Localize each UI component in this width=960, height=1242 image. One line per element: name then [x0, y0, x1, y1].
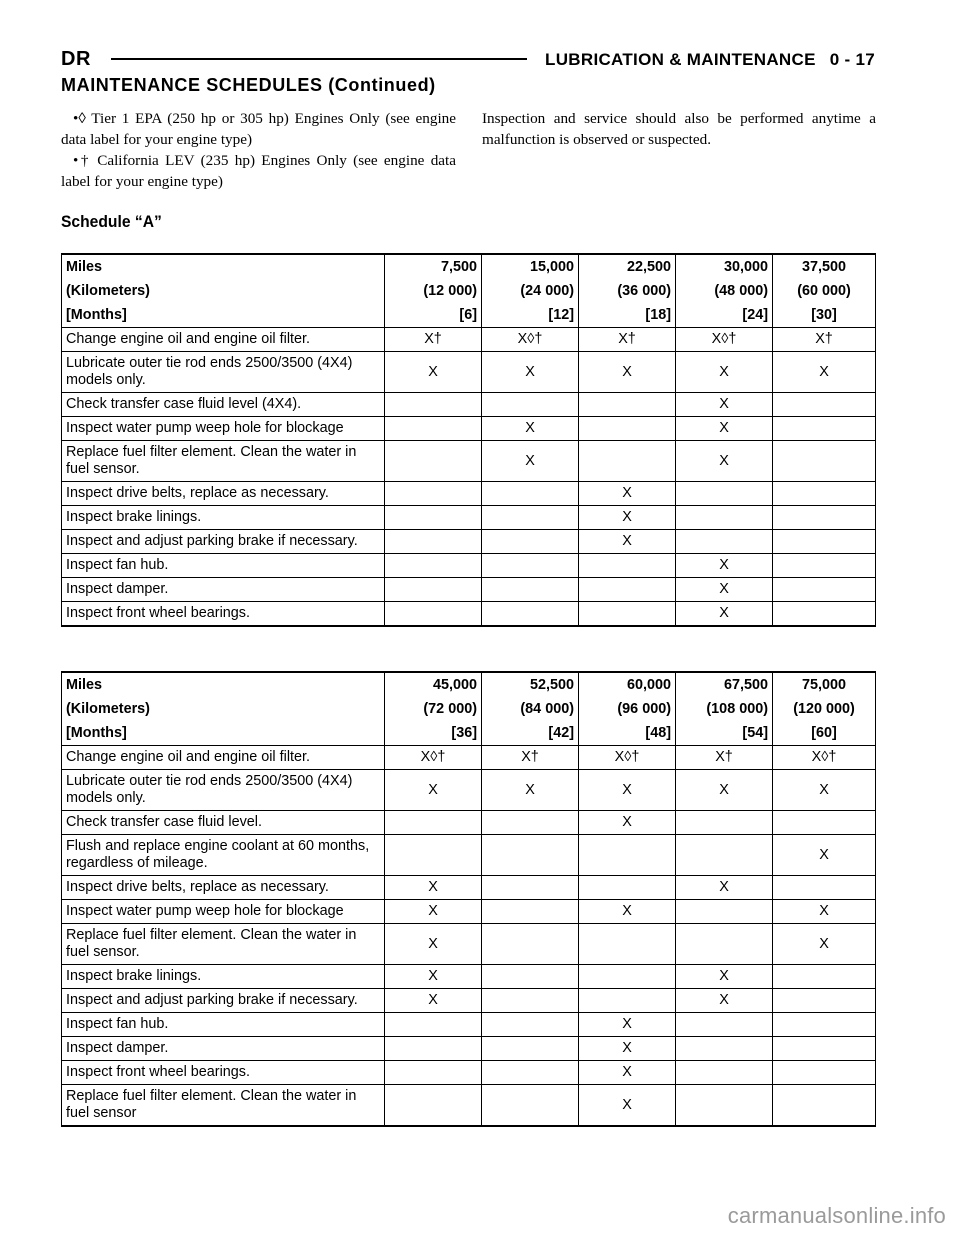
- service-mark: X†: [676, 746, 773, 770]
- header-row: [62, 672, 876, 697]
- header-label: (Kilometers): [62, 279, 385, 303]
- service-mark: X: [676, 554, 773, 578]
- section-title: MAINTENANCE SCHEDULES (Continued): [61, 75, 436, 95]
- header-interval: (84 000): [482, 697, 579, 721]
- header-interval: 22,500: [579, 254, 676, 279]
- header-row: [62, 303, 876, 328]
- service-mark: [579, 835, 676, 876]
- header-interval: [48]: [579, 721, 676, 746]
- service-mark: X†: [773, 328, 876, 352]
- service-mark: [773, 506, 876, 530]
- service-item: Inspect fan hub.: [62, 554, 385, 578]
- service-mark: [482, 989, 579, 1013]
- service-mark: [482, 965, 579, 989]
- table-row: [62, 746, 876, 770]
- service-item: Replace fuel filter element. Clean the water in fuel sensor.: [62, 924, 385, 965]
- service-mark: X: [676, 965, 773, 989]
- header-interval: (96 000): [579, 697, 676, 721]
- service-mark: X: [385, 965, 482, 989]
- header-interval: 75,000: [773, 672, 876, 697]
- service-mark: X: [579, 530, 676, 554]
- page-number: 0 - 17: [829, 50, 875, 69]
- service-mark: [676, 900, 773, 924]
- service-mark: X: [773, 924, 876, 965]
- service-item: Replace fuel filter element. Clean the water in fuel sensor.: [62, 441, 385, 482]
- service-mark: [385, 811, 482, 835]
- header-label: [Months]: [62, 303, 385, 328]
- header-interval: 60,000: [579, 672, 676, 697]
- service-mark: X: [676, 876, 773, 900]
- service-mark: [579, 965, 676, 989]
- service-mark: [482, 602, 579, 627]
- header-row: [62, 279, 876, 303]
- service-item: Change engine oil and engine oil filter.: [62, 746, 385, 770]
- service-item: Change engine oil and engine oil filter.: [62, 328, 385, 352]
- header-interval: (120 000): [773, 697, 876, 721]
- service-item: Lubricate outer tie rod ends 2500/3500 (4X4) models only.: [62, 770, 385, 811]
- service-mark: [676, 1061, 773, 1085]
- service-mark: X: [676, 602, 773, 627]
- service-mark: [385, 1013, 482, 1037]
- table-row: [62, 393, 876, 417]
- service-mark: [385, 578, 482, 602]
- service-mark: [579, 989, 676, 1013]
- service-mark: [773, 530, 876, 554]
- service-mark: X: [385, 876, 482, 900]
- service-item: Inspect damper.: [62, 1037, 385, 1061]
- service-item: Check transfer case fluid level (4X4).: [62, 393, 385, 417]
- service-mark: X◊†: [773, 746, 876, 770]
- service-mark: [482, 578, 579, 602]
- service-mark: [482, 1013, 579, 1037]
- service-mark: X: [579, 1013, 676, 1037]
- header-interval: 67,500: [676, 672, 773, 697]
- service-mark: X◊†: [482, 328, 579, 352]
- header-interval: 30,000: [676, 254, 773, 279]
- service-mark: [385, 506, 482, 530]
- header-interval: [18]: [579, 303, 676, 328]
- service-item: Check transfer case fluid level.: [62, 811, 385, 835]
- service-mark: [773, 1037, 876, 1061]
- service-mark: [482, 1037, 579, 1061]
- service-mark: X: [482, 352, 579, 393]
- header-interval: 7,500: [385, 254, 482, 279]
- service-mark: [482, 554, 579, 578]
- manual-code: DR: [61, 48, 91, 70]
- service-mark: X◊†: [579, 746, 676, 770]
- service-mark: [385, 441, 482, 482]
- service-item: Inspect water pump weep hole for blockage: [62, 900, 385, 924]
- table-row: [62, 328, 876, 352]
- table-row: [62, 417, 876, 441]
- service-mark: X: [385, 352, 482, 393]
- service-mark: X: [579, 1085, 676, 1127]
- table-row: [62, 835, 876, 876]
- service-mark: X: [385, 924, 482, 965]
- header-label: [Months]: [62, 721, 385, 746]
- service-mark: [676, 835, 773, 876]
- service-mark: [385, 417, 482, 441]
- service-item: Inspect and adjust parking brake if necessary.: [62, 989, 385, 1013]
- table-row: [62, 441, 876, 482]
- service-mark: [385, 1061, 482, 1085]
- service-mark: X: [773, 900, 876, 924]
- header-label: (Kilometers): [62, 697, 385, 721]
- service-mark: [676, 506, 773, 530]
- service-mark: [385, 1085, 482, 1127]
- service-mark: [482, 876, 579, 900]
- service-item: Inspect drive belts, replace as necessary.: [62, 482, 385, 506]
- service-mark: [482, 900, 579, 924]
- table-row: [62, 352, 876, 393]
- service-mark: [676, 1013, 773, 1037]
- table-row: [62, 1013, 876, 1037]
- service-mark: X: [385, 900, 482, 924]
- service-mark: X: [579, 352, 676, 393]
- table-row: [62, 1061, 876, 1085]
- header-interval: (108 000): [676, 697, 773, 721]
- note-inspection: Inspection and service should also be performed anytime a malfunction is observed or suspected.: [482, 110, 876, 148]
- service-mark: [676, 1085, 773, 1127]
- service-item: Inspect front wheel bearings.: [62, 602, 385, 627]
- table-row: [62, 900, 876, 924]
- table-row: [62, 482, 876, 506]
- service-mark: X: [676, 441, 773, 482]
- service-item: Inspect water pump weep hole for blockage: [62, 417, 385, 441]
- service-mark: X: [385, 770, 482, 811]
- service-mark: [385, 554, 482, 578]
- service-item: Inspect fan hub.: [62, 1013, 385, 1037]
- table-row: [62, 530, 876, 554]
- service-mark: [579, 441, 676, 482]
- service-item: Inspect brake linings.: [62, 965, 385, 989]
- service-mark: X: [773, 835, 876, 876]
- header-interval: [60]: [773, 721, 876, 746]
- service-mark: [579, 602, 676, 627]
- service-mark: [385, 602, 482, 627]
- service-mark: [482, 835, 579, 876]
- table-row: [62, 554, 876, 578]
- service-mark: [482, 506, 579, 530]
- service-mark: X◊†: [676, 328, 773, 352]
- header-rule: [111, 58, 527, 60]
- service-mark: X: [773, 770, 876, 811]
- watermark: carmanualsonline.info: [727, 1203, 946, 1228]
- table-row: [62, 602, 876, 627]
- service-mark: X: [676, 989, 773, 1013]
- service-mark: [385, 482, 482, 506]
- service-mark: [773, 554, 876, 578]
- table-row: [62, 989, 876, 1013]
- service-mark: X: [579, 1061, 676, 1085]
- service-mark: [773, 393, 876, 417]
- service-mark: X: [579, 482, 676, 506]
- service-mark: [773, 1013, 876, 1037]
- header-interval: (48 000): [676, 279, 773, 303]
- service-mark: [773, 989, 876, 1013]
- header-interval: [6]: [385, 303, 482, 328]
- service-mark: X: [579, 770, 676, 811]
- service-mark: [385, 835, 482, 876]
- bullet-icon: •: [73, 110, 79, 127]
- notes-left-column: [61, 108, 456, 192]
- service-mark: [676, 924, 773, 965]
- header-interval: 37,500: [773, 254, 876, 279]
- service-item: Inspect brake linings.: [62, 506, 385, 530]
- service-mark: [773, 417, 876, 441]
- service-mark: [773, 578, 876, 602]
- table-row: [62, 1037, 876, 1061]
- header-interval: (72 000): [385, 697, 482, 721]
- service-mark: X: [482, 770, 579, 811]
- service-mark: [676, 530, 773, 554]
- note-california: [61, 150, 456, 192]
- header-row: [62, 254, 876, 279]
- header-interval: 45,000: [385, 672, 482, 697]
- table-row: [62, 770, 876, 811]
- header-interval: 52,500: [482, 672, 579, 697]
- service-mark: X: [676, 393, 773, 417]
- note-california-text: † California LEV (235 hp) Engines Only (see engine data label for your engine type): [61, 152, 456, 190]
- section-name: LUBRICATION & MAINTENANCE: [545, 50, 816, 69]
- service-mark: [773, 876, 876, 900]
- header-label: Miles: [62, 672, 385, 697]
- table-row: [62, 924, 876, 965]
- service-mark: X: [579, 1037, 676, 1061]
- service-mark: [773, 602, 876, 627]
- header-row: [62, 697, 876, 721]
- header-label: Miles: [62, 254, 385, 279]
- service-item: Replace fuel filter element. Clean the water in fuel sensor: [62, 1085, 385, 1127]
- note-tier1: [61, 108, 456, 150]
- service-mark: X: [385, 989, 482, 1013]
- service-mark: [773, 811, 876, 835]
- bullet-icon: •: [73, 152, 79, 169]
- service-mark: [482, 1085, 579, 1127]
- service-mark: X: [676, 417, 773, 441]
- service-mark: X†: [385, 328, 482, 352]
- service-mark: X: [579, 811, 676, 835]
- header-interval: [36]: [385, 721, 482, 746]
- schedule-table-2: [61, 671, 876, 1127]
- service-mark: [385, 393, 482, 417]
- service-mark: X: [482, 441, 579, 482]
- table-row: [62, 578, 876, 602]
- header-interval: (36 000): [579, 279, 676, 303]
- schedule-table-1: [61, 253, 876, 627]
- service-mark: X: [676, 770, 773, 811]
- table-row: [62, 1085, 876, 1127]
- table-row: [62, 506, 876, 530]
- service-mark: [773, 482, 876, 506]
- service-mark: [676, 811, 773, 835]
- service-mark: [773, 1085, 876, 1127]
- service-mark: X◊†: [385, 746, 482, 770]
- header-interval: (24 000): [482, 279, 579, 303]
- service-mark: X†: [579, 328, 676, 352]
- service-mark: [773, 1061, 876, 1085]
- service-mark: [482, 924, 579, 965]
- service-mark: [579, 578, 676, 602]
- service-mark: [579, 417, 676, 441]
- table-row: [62, 876, 876, 900]
- service-mark: [482, 482, 579, 506]
- service-item: Lubricate outer tie rod ends 2500/3500 (4X4) models only.: [62, 352, 385, 393]
- service-item: Inspect damper.: [62, 578, 385, 602]
- service-mark: X: [676, 352, 773, 393]
- service-mark: [773, 441, 876, 482]
- header-interval: [12]: [482, 303, 579, 328]
- header-interval: 15,000: [482, 254, 579, 279]
- service-mark: [482, 1061, 579, 1085]
- header-interval: [54]: [676, 721, 773, 746]
- service-mark: [579, 924, 676, 965]
- service-mark: [482, 811, 579, 835]
- note-tier1-text: ◊ Tier 1 EPA (250 hp or 305 hp) Engines Only (see engine data label for your engine type): [61, 110, 456, 148]
- service-mark: X: [579, 506, 676, 530]
- header-row: [62, 721, 876, 746]
- header-right: [545, 50, 875, 70]
- header-interval: [24]: [676, 303, 773, 328]
- service-item: Inspect and adjust parking brake if necessary.: [62, 530, 385, 554]
- service-item: Inspect drive belts, replace as necessary.: [62, 876, 385, 900]
- header-interval: (12 000): [385, 279, 482, 303]
- service-mark: [482, 393, 579, 417]
- table-row: [62, 811, 876, 835]
- page-header: [61, 48, 875, 72]
- service-mark: X: [676, 578, 773, 602]
- service-mark: [482, 530, 579, 554]
- service-item: Flush and replace engine coolant at 60 months, regardless of mileage.: [62, 835, 385, 876]
- schedule-title: Schedule “A”: [61, 212, 162, 231]
- service-mark: X†: [482, 746, 579, 770]
- header-interval: [42]: [482, 721, 579, 746]
- header-interval: (60 000): [773, 279, 876, 303]
- service-mark: X: [773, 352, 876, 393]
- service-mark: X: [482, 417, 579, 441]
- service-mark: [676, 1037, 773, 1061]
- service-mark: [676, 482, 773, 506]
- service-mark: X: [579, 900, 676, 924]
- service-mark: [579, 554, 676, 578]
- service-mark: [579, 393, 676, 417]
- header-interval: [30]: [773, 303, 876, 328]
- service-mark: [773, 965, 876, 989]
- service-mark: [385, 1037, 482, 1061]
- service-item: Inspect front wheel bearings.: [62, 1061, 385, 1085]
- service-mark: [385, 530, 482, 554]
- table-row: [62, 965, 876, 989]
- service-mark: [579, 876, 676, 900]
